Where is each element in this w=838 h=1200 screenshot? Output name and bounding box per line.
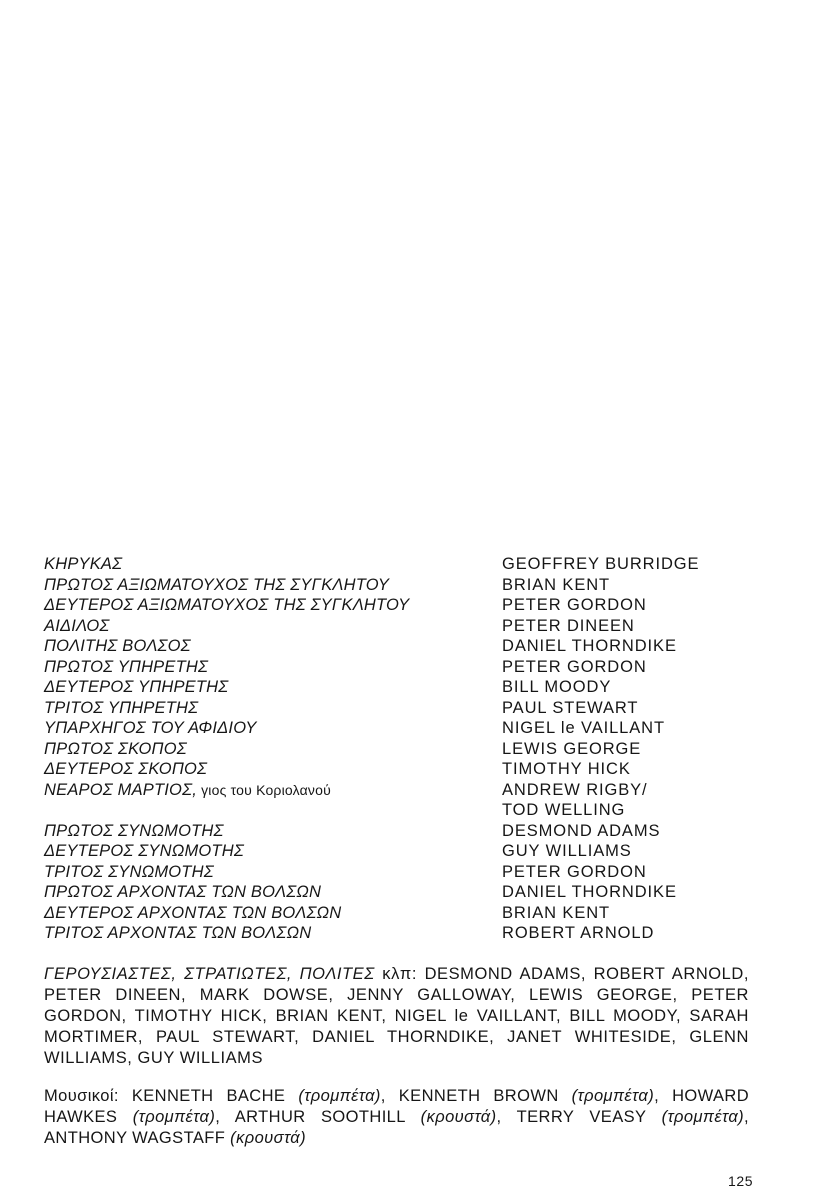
musician-instrument: (κρουστά) — [230, 1129, 307, 1147]
ensemble-roles: ΓΕΡΟΥΣΙΑΣΤΕΣ, ΣΤΡΑΤΙΩΤΕΣ, ΠΟΛΙΤΕΣ — [44, 965, 375, 983]
cast-list — [44, 554, 804, 944]
cast-role-text: ΑΙΔΙΛΟΣ — [44, 616, 110, 635]
ensemble-abbreviation: κλπ: — [374, 965, 425, 983]
cast-role-text: ΠΡΩΤΟΣ ΥΠΗΡΕΤΗΣ — [44, 657, 209, 676]
cast-role-text: ΔΕΥΤΕΡΟΣ ΥΠΗΡΕΤΗΣ — [44, 678, 229, 696]
cast-role-text: ΠΟΛΙΤΗΣ ΒΟΛΣΟΣ — [44, 637, 191, 655]
musician-name: TERRY VEASY — [516, 1108, 647, 1126]
cast-actor: GEOFFREY BURRIDGE — [502, 555, 700, 573]
cast-role-text: ΤΡΙΤΟΣ ΥΠΗΡΕΤΗΣ — [44, 698, 199, 717]
cast-actor: TOD WELLING — [502, 801, 626, 819]
cast-role-text: ΤΡΙΤΟΣ ΣΥΝΩΜΟΤΗΣ — [44, 862, 214, 881]
cast-row — [44, 821, 804, 842]
cast-role — [44, 657, 502, 678]
cast-actor: PAUL STEWART — [502, 698, 639, 717]
cast-actor: ROBERT ARNOLD — [502, 924, 655, 942]
cast-actors — [502, 554, 699, 575]
musician-instrument: (τρομπέτα) — [298, 1087, 381, 1105]
cast-role — [44, 636, 502, 657]
musician-separator: , — [654, 1087, 673, 1105]
cast-role — [44, 780, 502, 821]
cast-row — [44, 636, 804, 657]
cast-row — [44, 677, 804, 698]
cast-role-text: ΚΗΡΥΚΑΣ — [44, 555, 123, 573]
cast-role-text: ΤΡΙΤΟΣ ΑΡΧΟΝΤΑΣ ΤΩΝ ΒΟΛΣΩΝ — [44, 924, 312, 942]
cast-actor: BRIAN KENT — [502, 903, 611, 922]
cast-role-text: ΠΡΩΤΟΣ ΑΞΙΩΜΑΤΟΥΧΟΣ ΤΗΣ ΣΥΓΚΛΗΤΟΥ — [44, 575, 390, 594]
cast-role-text: ΔΕΥΤΕΡΟΣ ΣΚΟΠΟΣ — [44, 760, 208, 778]
musician-name: KENNETH BACHE — [131, 1087, 286, 1105]
cast-actors — [502, 677, 611, 698]
cast-role — [44, 821, 502, 842]
cast-row — [44, 698, 804, 719]
cast-role-text: ΠΡΩΤΟΣ ΑΡΧΟΝΤΑΣ ΤΩΝ ΒΟΛΣΩΝ — [44, 883, 322, 901]
cast-actor: ANDREW RIGBY/ — [502, 780, 648, 799]
musician-separator: , — [380, 1087, 399, 1105]
cast-actor: DANIEL THORNDIKE — [502, 883, 677, 901]
cast-actor: BRIAN KENT — [502, 575, 611, 594]
cast-role-text: ΠΡΩΤΟΣ ΣΥΝΩΜΟΤΗΣ — [44, 821, 224, 840]
cast-row — [44, 862, 804, 883]
musician-name: ANTHONY WAGSTAFF — [44, 1129, 226, 1147]
cast-role — [44, 903, 502, 924]
cast-role — [44, 698, 502, 719]
cast-role-text: ΔΕΥΤΕΡΟΣ ΣΥΝΩΜΟΤΗΣ — [44, 842, 244, 860]
cast-role — [44, 739, 502, 760]
cast-role — [44, 923, 502, 944]
cast-role — [44, 677, 502, 698]
cast-actor: GUY WILLIAMS — [502, 842, 632, 860]
cast-actors — [502, 616, 635, 637]
cast-role — [44, 718, 502, 739]
cast-role — [44, 575, 502, 596]
page-number: 125 — [728, 1173, 754, 1189]
cast-actor: NIGEL le VAILLANT — [502, 719, 665, 737]
cast-row — [44, 718, 804, 739]
cast-row — [44, 575, 804, 596]
cast-role-note: γιος του Κοριολανού — [196, 781, 331, 798]
cast-actors — [502, 780, 648, 821]
musician-name: HOWARD HAWKES — [44, 1087, 750, 1126]
cast-actor: PETER GORDON — [502, 596, 647, 614]
musician-separator: , — [215, 1108, 235, 1126]
cast-actor: BILL MOODY — [502, 678, 612, 696]
cast-row — [44, 923, 804, 944]
cast-actors — [502, 903, 610, 924]
cast-role — [44, 554, 502, 575]
cast-actors — [502, 821, 660, 842]
cast-row — [44, 595, 804, 616]
cast-role-text: ΝΕΑΡΟΣ ΜΑΡΤΙΟΣ, — [44, 780, 197, 799]
cast-actor: PETER GORDON — [502, 657, 647, 676]
cast-row — [44, 657, 804, 678]
ensemble-names: DESMOND ADAMS, ROBERT ARNOLD, PETER DINEEN, MARK DOWSE, JENNY GALLOWAY, LEWIS GEORGE, PETER GORDON, TIMOTHY HICK, BRIAN KENT, NIGEL le VAILLANT, BILL MOODY, SARAH MORTIMER, PAUL STEWART, DANIEL THORNDIKE, JANET WHITESIDE, GLENN WILLIAMS, GUY WILLIAMS — [44, 965, 749, 1067]
cast-role-text: ΔΕΥΤΕΡΟΣ ΑΞΙΩΜΑΤΟΥΧΟΣ ΤΗΣ ΣΥΓΚΛΗΤΟΥ — [44, 596, 410, 614]
cast-actors — [502, 739, 641, 760]
cast-row — [44, 554, 804, 575]
cast-actors — [502, 595, 647, 616]
cast-role — [44, 841, 502, 862]
cast-actor: DANIEL THORNDIKE — [502, 637, 677, 655]
cast-role-text: ΔΕΥΤΕΡΟΣ ΑΡΧΟΝΤΑΣ ΤΩΝ ΒΟΛΣΩΝ — [44, 903, 342, 922]
cast-actors — [502, 718, 665, 739]
cast-role-text: ΥΠΑΡΧΗΓΟΣ ΤΟΥ ΑΦΙΔΙΟΥ — [44, 719, 257, 737]
musician-instrument: (κρουστά) — [420, 1108, 497, 1126]
musician-name: KENNETH BROWN — [398, 1087, 559, 1105]
musician-instrument: (τρομπέτα) — [571, 1087, 655, 1105]
cast-row — [44, 882, 804, 903]
cast-role — [44, 595, 502, 616]
musician-name: ARTHUR SOOTHILL — [234, 1108, 406, 1126]
musician-separator: , — [496, 1108, 517, 1126]
cast-role-text: ΠΡΩΤΟΣ ΣΚΟΠΟΣ — [44, 739, 187, 758]
cast-actors — [502, 882, 677, 903]
cast-role — [44, 882, 502, 903]
musician-instrument: (τρομπέτα) — [661, 1108, 745, 1126]
cast-actors — [502, 698, 638, 719]
cast-row — [44, 759, 804, 780]
cast-actor: DESMOND ADAMS — [502, 821, 661, 840]
cast-actors — [502, 759, 631, 780]
cast-row — [44, 841, 804, 862]
cast-actors — [502, 841, 632, 862]
cast-actors — [502, 923, 654, 944]
cast-actor: PETER GORDON — [502, 862, 647, 881]
cast-actors — [502, 657, 647, 678]
cast-role — [44, 759, 502, 780]
cast-actor: TIMOTHY HICK — [502, 760, 631, 778]
cast-row — [44, 739, 804, 760]
cast-actors — [502, 862, 647, 883]
cast-actors — [502, 575, 610, 596]
cast-role — [44, 862, 502, 883]
cast-actor: PETER DINEEN — [502, 616, 635, 635]
musician-separator: , — [744, 1108, 750, 1126]
ensemble-paragraph — [44, 964, 749, 1069]
cast-row — [44, 903, 804, 924]
cast-actors — [502, 636, 677, 657]
cast-row — [44, 780, 804, 821]
musicians-label: Μουσικοί: — [44, 1087, 132, 1105]
musicians-paragraph — [44, 1086, 749, 1149]
cast-row — [44, 616, 804, 637]
cast-actor: LEWIS GEORGE — [502, 739, 642, 758]
musician-instrument: (τρομπέτα) — [132, 1108, 216, 1126]
cast-role — [44, 616, 502, 637]
